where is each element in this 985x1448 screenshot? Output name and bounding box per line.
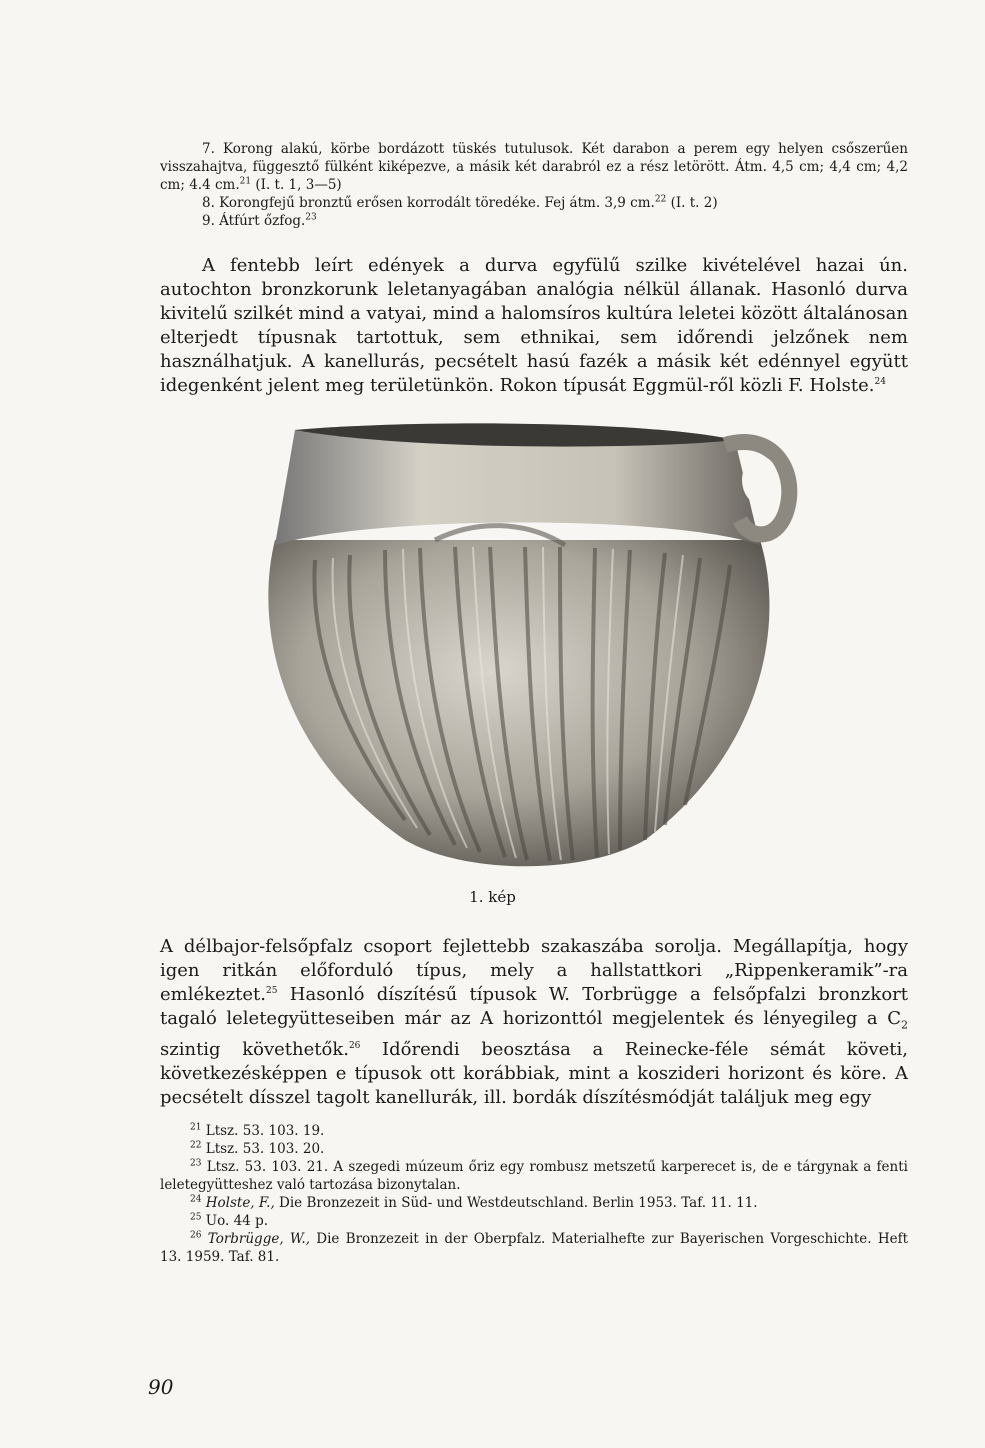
footnote-21: $^{21}$ Ltsz. 53. 103. 19. bbox=[190, 1122, 325, 1139]
list-item-9: 9. Átfúrt őzfog.$^{23}$ bbox=[202, 212, 317, 229]
footnote-24: $^{24}$ Holste, F., Die Bronzezeit in Süd- und Westdeutschland. Berlin 1953. Taf. 11. 11. bbox=[190, 1194, 758, 1211]
footnote-22: $^{22}$ Ltsz. 53. 103. 20. bbox=[190, 1140, 325, 1157]
body-paragraph-1: A fentebb leírt edények a durva egyfülű szilke kivételével hazai ún. autochton bronzkorunk leletanyagában analógia nélkül állanak. Hasonló durva kivitelű szilkét mind a vatyai, mind a halomsíros kultúra leletei között általánosan elterjedt típusnak tartottuk, sem ethnikai, sem időrendi jelzőnek nem használhatjuk. A kanellurás, pecsételt hasú fazék a másik két edénnyel együtt idegenként jelent meg területünkön. Rokon típusát Eggmül-ről közli F. Holste.$^{24}$ bbox=[160, 255, 908, 396]
footnote-26: $^{26}$ Torbrügge, W., Die Bronzezeit in der Oberpfalz. Materialhefte zur Bayerischen Vorgeschichte. Heft 13. 1959. Taf. 81. bbox=[160, 1230, 909, 1265]
footnote-25: $^{25}$ Uo. 44 p. bbox=[190, 1212, 268, 1229]
figure-caption: 1. kép bbox=[469, 888, 516, 906]
page-number: 90 bbox=[148, 1375, 174, 1399]
body-paragraph-2: A délbajor-felsőpfalz csoport fejlettebb szakaszába sorolja. Megállapítja, hogy igen ritkán előforduló típus, mely a hallstattkori „Rippenkeramik”-ra emlékeztet.$^{25}$ Hasonló díszítésű típusok W. Torbrügge a felsőpfalzi bronzkort tagaló leletegyütteseiben már az A horizonttól megjelentek és lényegileg a $C_2$ szintig követhetők.$^{26}$ Időrendi beosztása a Reinecke-féle sémát követi, következésképpen e típusok ott korábbiak, mint a koszideri horizont és köre. A pecsételt dísszel tagolt kanellurák, ill. bordák díszítésmódját találjuk meg egy bbox=[160, 936, 908, 1108]
footnote-23: $^{23}$ Ltsz. 53. 103. 21. A szegedi múzeum őriz egy rombusz metszetű karperecet is, de e tárgynak a fenti leletegyütteshez való tartozása bizonytalan. bbox=[160, 1158, 908, 1193]
footnotes bbox=[160, 1122, 908, 1266]
find-list bbox=[160, 140, 908, 230]
list-item-8: 8. Korongfejű bronztű erősen korrodált töredéke. Fej átm. 3,9 cm.$^{22}$ (I. t. 2) bbox=[202, 194, 718, 211]
list-item-7: 7. Korong alakú, körbe bordázott tüskés tutulusok. Két darabon a perem egy helyen csőszerűen visszahajtva, függesztő fülként kiképezve, a másik két darabról ez a rész letörött. Átm. 4,5 cm; 4,4 cm; 4,2 cm; 4.4 cm.$^{21}$ (I. t. 1, 3—5) bbox=[160, 141, 908, 193]
pottery-photograph bbox=[255, 420, 800, 880]
